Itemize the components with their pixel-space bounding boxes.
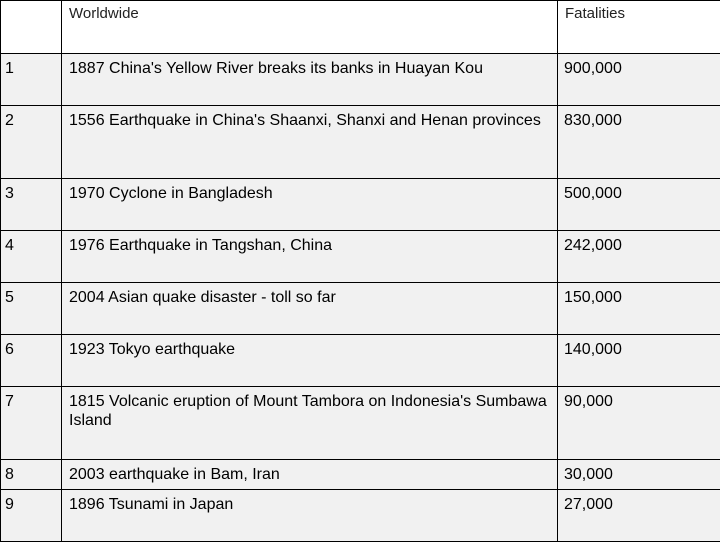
rank-cell: 4: [1, 231, 62, 283]
fatalities-cell: 30,000: [558, 460, 720, 490]
table-row: [1, 387, 720, 460]
event-cell: 1896 Tsunami in Japan: [62, 490, 558, 542]
header-worldwide: Worldwide: [62, 1, 558, 54]
event-cell: 1887 China's Yellow River breaks its banks in Huayan Kou: [62, 54, 558, 106]
rank-cell: 7: [1, 387, 62, 460]
fatalities-cell: 27,000: [558, 490, 720, 542]
rank-cell: 9: [1, 490, 62, 542]
event-cell: 1556 Earthquake in China's Shaanxi, Shanxi and Henan provinces: [62, 106, 558, 179]
table-row: [1, 179, 720, 231]
event-cell: 1976 Earthquake in Tangshan, China: [62, 231, 558, 283]
rank-cell: 6: [1, 335, 62, 387]
table-row: [1, 231, 720, 283]
fatalities-cell: 140,000: [558, 335, 720, 387]
rank-cell: 8: [1, 460, 62, 490]
table-row: [1, 283, 720, 335]
table-row: [1, 335, 720, 387]
event-cell: 2003 earthquake in Bam, Iran: [62, 460, 558, 490]
header-fatalities: Fatalities: [558, 1, 720, 54]
rank-cell: 3: [1, 179, 62, 231]
fatalities-cell: 500,000: [558, 179, 720, 231]
fatalities-cell: 830,000: [558, 106, 720, 179]
header-rank: [1, 1, 62, 54]
fatalities-cell: 150,000: [558, 283, 720, 335]
event-cell: 1923 Tokyo earthquake: [62, 335, 558, 387]
rank-cell: 5: [1, 283, 62, 335]
event-cell: 1970 Cyclone in Bangladesh: [62, 179, 558, 231]
table-row: [1, 106, 720, 179]
fatalities-cell: 242,000: [558, 231, 720, 283]
rank-cell: 2: [1, 106, 62, 179]
table-row: [1, 460, 720, 490]
rank-cell: 1: [1, 54, 62, 106]
table-row: [1, 54, 720, 106]
table-row: [1, 490, 720, 542]
header-row: [1, 1, 720, 54]
fatalities-cell: 900,000: [558, 54, 720, 106]
event-cell: 2004 Asian quake disaster - toll so far: [62, 283, 558, 335]
event-cell: 1815 Volcanic eruption of Mount Tambora on Indonesia's Sumbawa Island: [62, 387, 558, 460]
fatalities-cell: 90,000: [558, 387, 720, 460]
